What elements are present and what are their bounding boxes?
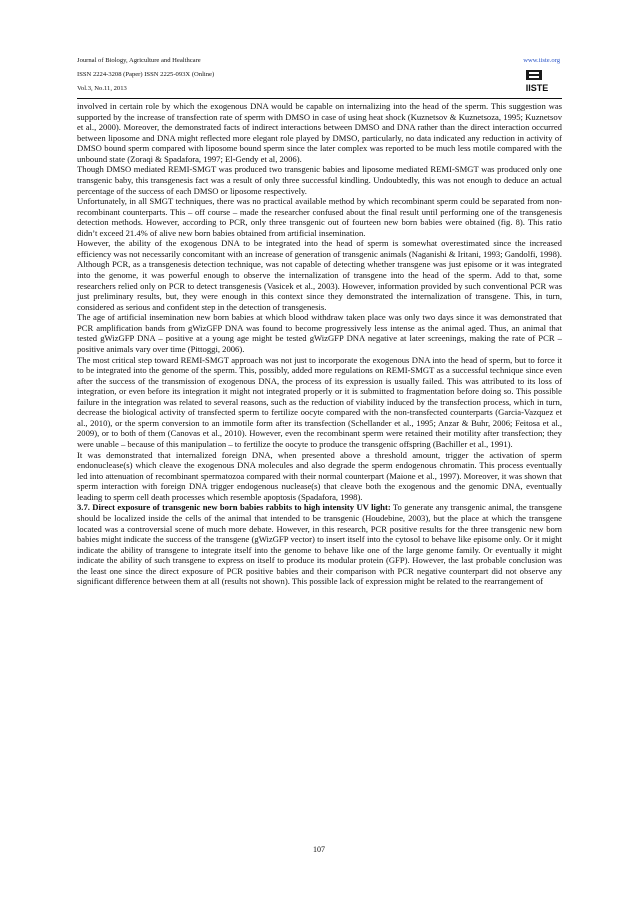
paragraph: Though DMSO mediated REMI-SMGT was produced two transgenic babies and liposome mediated REMI-SMGT was produced only one transgenic baby, this transgenesis fact was a result of only three successful kindling. Undoubtedly, this was not enough to deduce an actual percentage of the success of each DMSO or liposome respectively. [77, 164, 562, 196]
iiste-logo [518, 69, 556, 95]
logo-mark-stripe [529, 72, 539, 74]
section-text: To generate any transgenic animal, the transgene should be localized inside the cells of the animal that intended to be transgenic (Houdebine, 2003), but the place at which the transgene located was a controversial scene of much more debate. However, in this research, PCR positive results for the three transgenic new born babies might indicate the success of the transgene (gWizGFP vector) to insert itself into the cytosol to behave like episome only. Or it might indicate the ability of transgene to integrate itself into the genome to behave like one of the large genome family. Or eventually it might indicate the ability of such transgene to express on itself to produce its modular protein (GFP). However, the last probable conclusion was the least one since the direct exposure of PCR positive babies and their comparison with PCR negative counterpart did not observe any significant difference between them at all (results not shown). This possible lack of expression might be related to the rearrangement of [77, 502, 562, 587]
article-body [77, 101, 562, 587]
logo-mark-stripe [529, 76, 539, 78]
paragraph: involved in certain role by which the exogenous DNA would be capable on internalizing into the head of the sperm. This suggestion was supported by the increase of transfection rate of sperm with DMSO in case of using heat shock (Kuznetsov & Kuznetsoza, 1995; Kuznetsov et al., 2000). Moreover, the demonstrated facts of indirect interactions between DMSO and DNA rather than the direct interaction occurred between liposome and DNA might reflected more elegant role played by DMSO, particularly, no data indicated any reduction in activity of DMSO bound sperm compared with liposome bound sperm since the later complex was reported to be much less motile compared with the unbound state (Zoraqi & Spadafora, 1997; El-Gendy et al, 2006). [77, 101, 562, 164]
section-paragraph [77, 502, 562, 587]
page-header [77, 54, 562, 98]
journal-url-link[interactable]: www.iiste.org [523, 57, 560, 64]
paragraph: The age of artificial insemination new born babies at which blood withdraw taken place was only two days since it was demonstrated that PCR amplification bands from gWizGFP DNA was found to become progressively less intense as the animal aged. Thus, an animal that tested gWizGFP DNA – positive at a young age might be tested gWizGFP DNA negative at later screenings, making the rate of PCR – positive animals vary over time (Pittoggi, 2006). [77, 312, 562, 354]
section-heading: 3.7. Direct exposure of transgenic new born babies rabbits to high intensity UV light: [77, 502, 391, 513]
volume-line: Vol.3, No.11, 2013 [77, 85, 127, 92]
issn-line: ISSN 2224-3208 (Paper) ISSN 2225-093X (Online) [77, 71, 215, 78]
paragraph: Unfortunately, in all SMGT techniques, there was no practical available method by which recombinant sperm could be separated from non-recombinant counterparts. This – off course – made the researcher confused about the final result until performing one of the transgenesis detection methods. However, according to PCR, only three transgenic out of fourteen new born babies were obtained (fig. 8). This ratio didn’t exceed 21.4% of alive new born babies obtained from artificial insemination. [77, 196, 562, 238]
paragraph: However, the ability of the exogenous DNA to be integrated into the head of sperm is somewhat overestimated since the increased efficiency was not necessarily concomitant with an increase of generation of transgenic animals (Naganishi & Iritani, 1993; Gandolfi, 1998). [77, 238, 562, 259]
journal-name: Journal of Biology, Agriculture and Healthcare [77, 57, 201, 64]
logo-mark [526, 70, 542, 80]
page-number: 107 [313, 845, 325, 854]
paragraph: It was demonstrated that internalized foreign DNA, when presented above a threshold amount, trigger the activation of sperm endonuclease(s) which cleave the exogenous DNA molecules and also degrade the sperm endogenous chromatin. This process eventually led into attenuation of recombinant spermatozoa compared with their normal counterpart (Maione et al., 1997). Moreover, it was shown that sperm interaction with foreign DNA trigger endogenous nuclease(s) that cleave both the exogenous and the genomic DNA, eventually leading to sperm cell death processes which resemble apoptosis (Spadafora, 1998). [77, 449, 562, 502]
paragraph: The most critical step toward REMI-SMGT approach was not just to incorporate the exogenous DNA into the head of sperm, but to force it to be integrated into the genome of the sperm. This, possibly, added more regulations on REMI-SMGT as a successful technique since even after the success of the transmission of exogenous DNA, the process of its expression is usually failed. This was attributed to its loss of integration, or even before its integration it might not integrated properly or it is submitted to fragmentation before doing so. This possible failure in the integration was related to several reasons, such as the reduction of viability induced by the transfection process, which in turn, decrease the biological activity of transfected sperm to fertilize oocyte compared with the non-transfected counterparts (Garcia-Vazquez et al., 2010), or the sperm conversion to an immotile form after its transfection (Schellander et al., 1995; Anzar & Buhr, 2006; Feitosa et al., 2009), or to both of them (Canovas et al., 2010). However, even the recombinant sperm were retained their motility after transfection; they were unable – because of this manipulation – to fertilize the oocyte to produce the transgenic offspring (Bachiller et al., 1991). [77, 354, 562, 449]
paragraph: Although PCR, as a transgenesis detection technique, was not capable of detecting whether transgene was just episome or it was integrated into the genome, it was powerful enough to observe the internalization of transgene into the head of the sperm. Add to that, some researchers relied only on PCR to detect transgenesis (Vasicek et al., 2003). However, information provided by such conventional PCR was just preliminary results, but, they were enough in this context since they demonstrated the internalization of transgene. This, in turn, considered as serious and confident step in the detection of transgenesis. [77, 259, 562, 312]
logo-text: IISTE [525, 83, 549, 93]
header-divider [77, 98, 562, 99]
